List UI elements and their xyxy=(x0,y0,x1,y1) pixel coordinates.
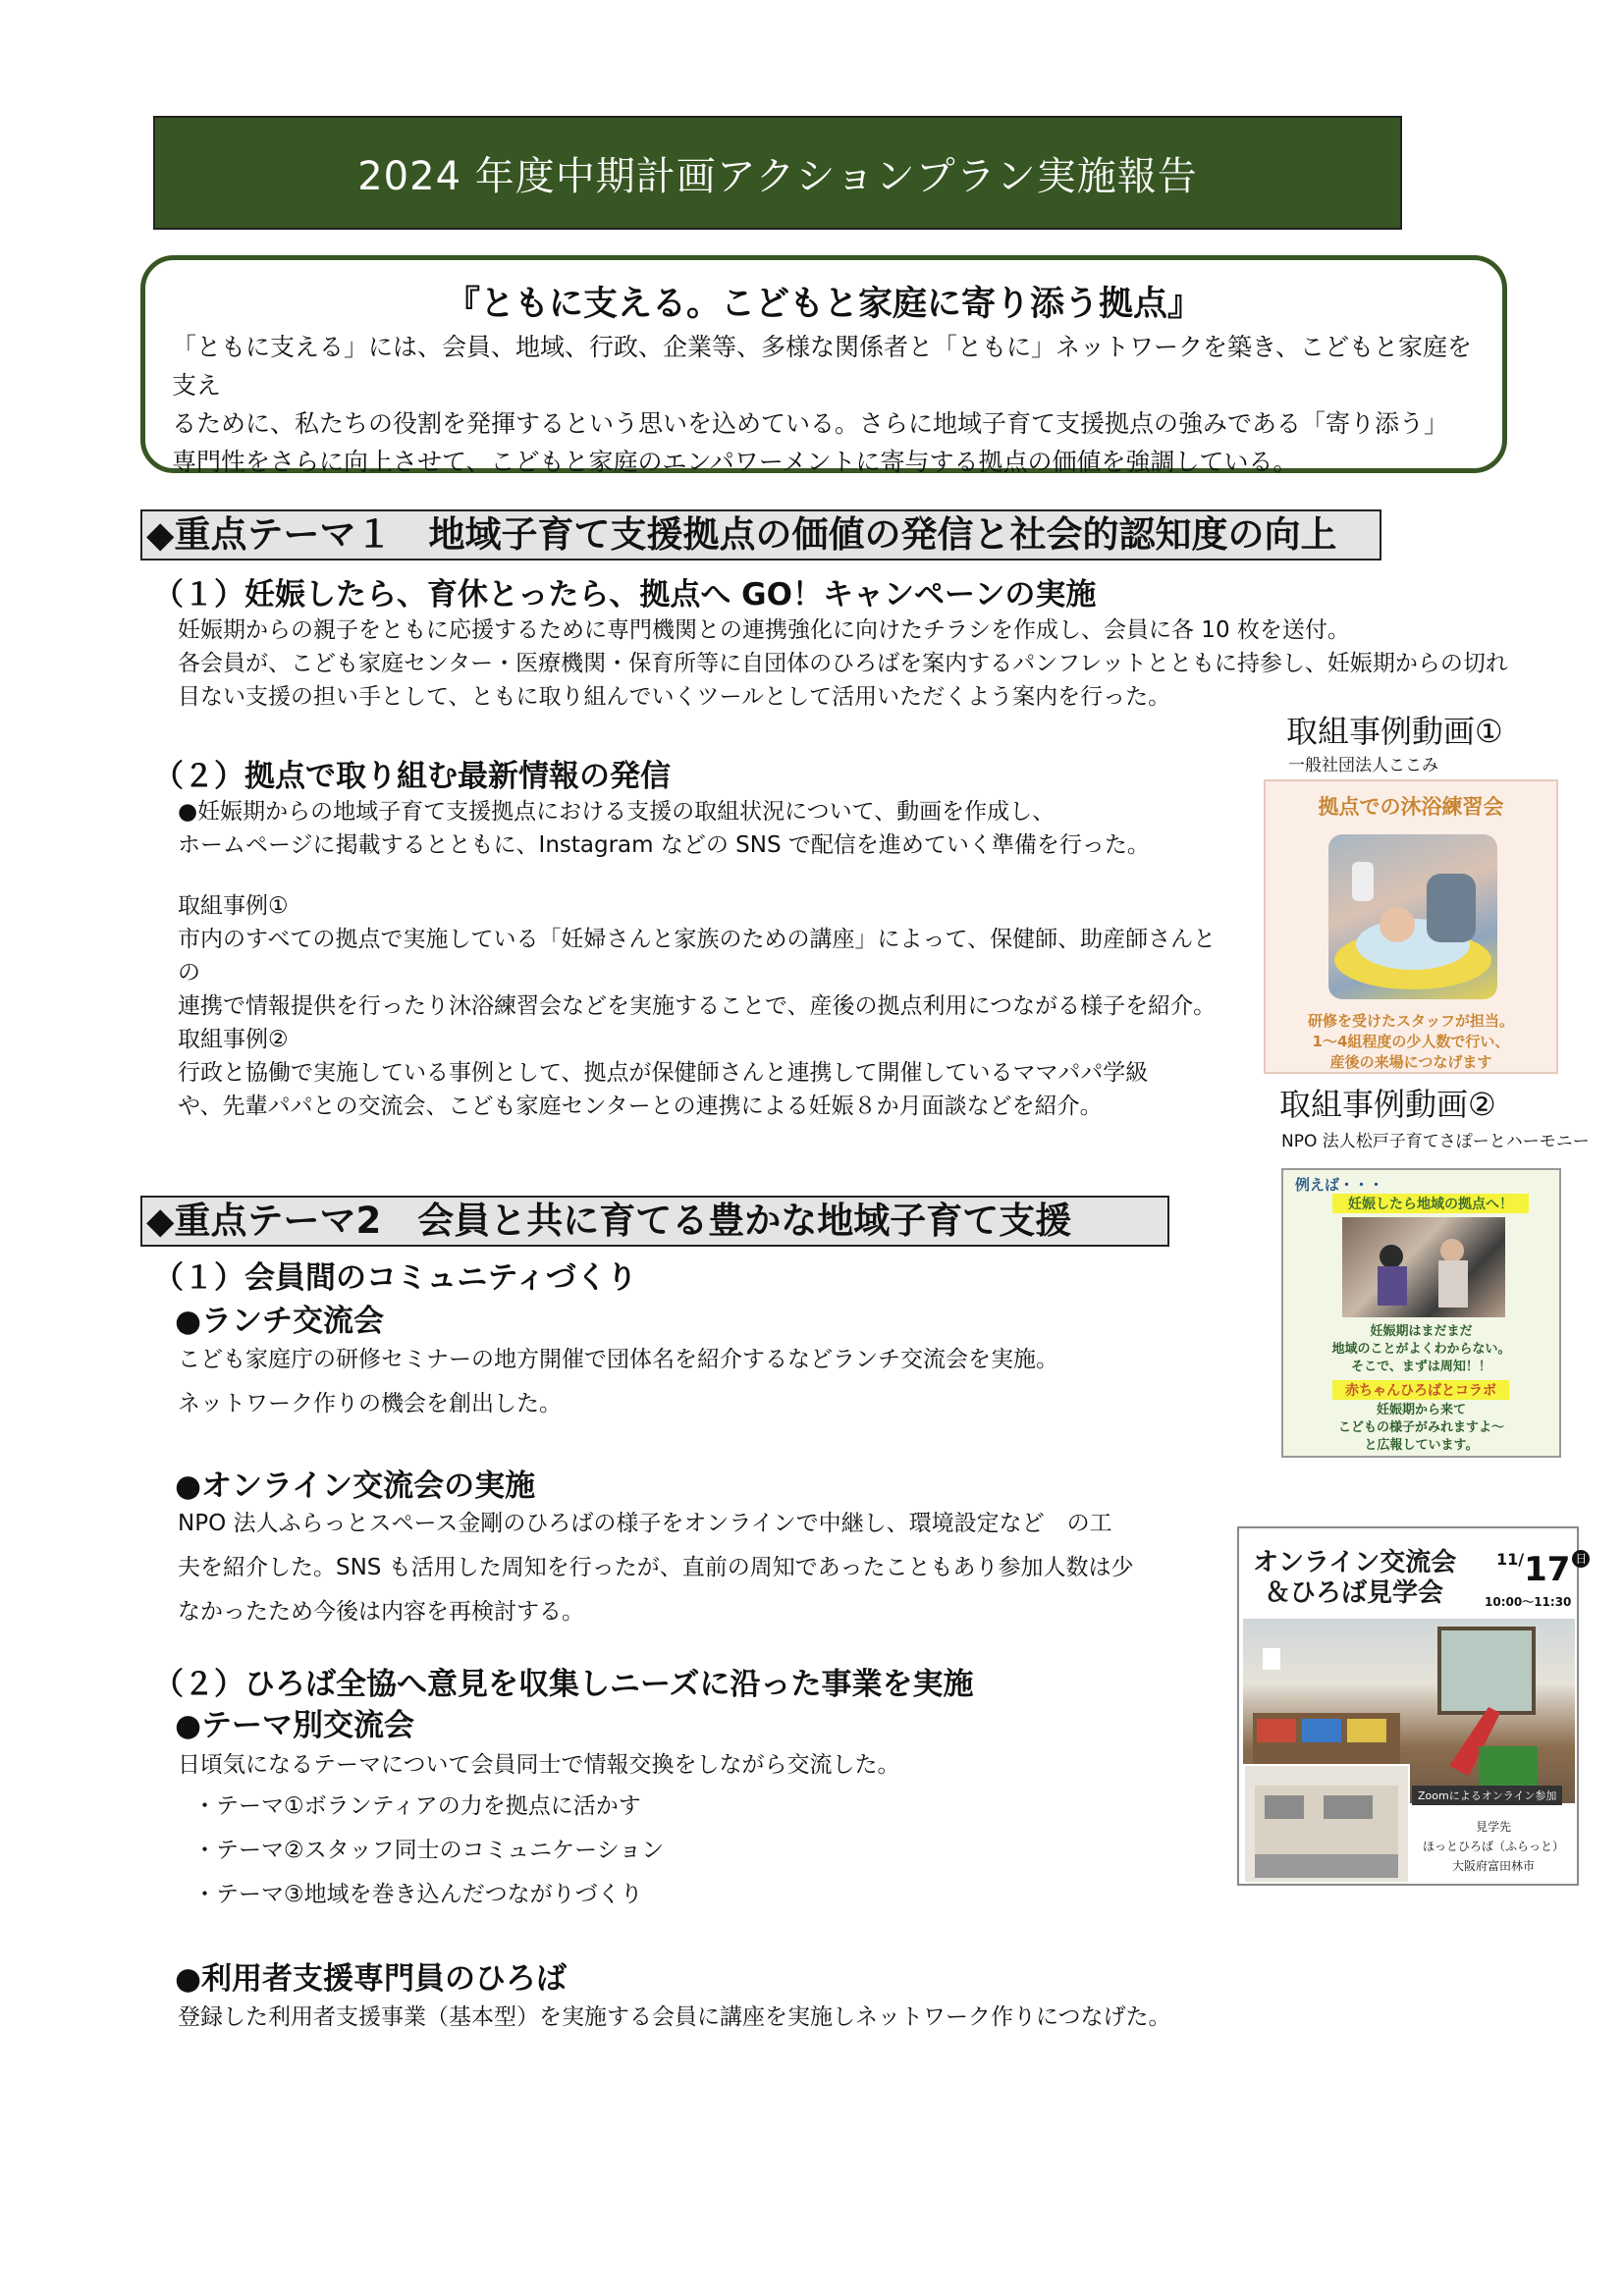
text-line: 目ない支援の担い手として、ともに取り組んでいくツールとして活用いただくよう案内を行った。 xyxy=(178,684,1171,710)
visit-line: 大阪府富田林市 xyxy=(1451,1859,1535,1873)
text-line: 連携で情報提供を行ったり沐浴練習会などを実施することで、産後の拠点利用につながる様子を紹介。 xyxy=(178,993,1217,1019)
thumb-line: こどもの様子がみれますよ～ xyxy=(1337,1420,1504,1435)
online-text xyxy=(178,1502,1218,1634)
flyer-title-line: ＆ひろば見学会 xyxy=(1265,1578,1444,1608)
date-day: 17 xyxy=(1524,1550,1571,1589)
visit-line: ほっとひろば（ふらっと） xyxy=(1422,1840,1564,1853)
thumb-top: 例えば・・・ xyxy=(1295,1176,1384,1194)
theme1-sub1-text xyxy=(178,614,1552,714)
meeting-photo xyxy=(1342,1217,1505,1317)
video1-thumbnail[interactable] xyxy=(1264,779,1558,1074)
text-line: 行政と協働で実施している事例として、拠点が保健師さんと連携して開催しているママパパ学級 xyxy=(178,1060,1149,1086)
video1-title: 取組事例動画① xyxy=(1286,713,1503,750)
theme1-sub1-heading: （１）妊娠したら、育休とったら、拠点へ GO！キャンペーンの実施 xyxy=(153,577,1097,613)
flyer-time: 10:00～11:30 xyxy=(1485,1595,1572,1609)
support-text: 登録した利用者支援事業（基本型）を実施する会員に講座を実施しネットワーク作りにつなげた。 xyxy=(178,2004,1171,2030)
text-line: 夫を紹介した。SNS も活用した周知を行ったが、直前の周知であったこともあり参加人数は少 xyxy=(178,1555,1134,1580)
text-line: 各会員が、こども家庭センター・医療機関・保育所等に自団体のひろばを案内するパンフレットとともに持参し、妊娠期からの切れ xyxy=(178,651,1508,676)
thumb-caption xyxy=(1266,1011,1556,1073)
intro-heading: 『ともに支える。こどもと家庭に寄り添う拠点』 xyxy=(445,285,1202,324)
flyer-title xyxy=(1253,1548,1456,1609)
caption-line: 1～4組程度の少人数で行い、 xyxy=(1312,1033,1510,1050)
thumb-line: そこで、まずは周知！！ xyxy=(1351,1360,1491,1374)
text-line: ネットワーク作りの機会を創出した。 xyxy=(178,1391,562,1416)
caption-line: 研修を受けたスタッフが担当。 xyxy=(1307,1012,1514,1030)
flyer-title-line: オンライン交流会 xyxy=(1253,1548,1457,1577)
theme1-sub2-heading: （２）拠点で取り組む最新情報の発信 xyxy=(153,759,671,794)
report-title: 2024 年度中期計画アクションプラン実施報告 xyxy=(153,116,1402,230)
intro-line: 「ともに支える」には、会員、地域、行政、企業等、多様な関係者と「ともに」ネットワークを築き、こどもと家庭を支え xyxy=(172,333,1473,400)
intro-line: るために、私たちの役割を発揮するという思いを込めている。さらに地域子育て支援拠点の強みである「寄り添う」 xyxy=(172,409,1449,438)
zoom-label: Zoomによるオンライン参加 xyxy=(1412,1786,1562,1805)
support-heading: ●利用者支援専門員のひろば xyxy=(175,1961,568,1997)
building-photo xyxy=(1243,1764,1410,1884)
online-heading: ●オンライン交流会の実施 xyxy=(175,1468,536,1504)
video2-org: NPO 法人松戸子育てさぽーとハーモニー xyxy=(1281,1132,1590,1151)
case2-label: 取組事例② xyxy=(178,1027,289,1052)
list-item: ・テーマ③地域を巻き込んだつながりづくり xyxy=(193,1882,643,1907)
text-line: 妊娠期からの親子をともに応援するために専門機関との連携強化に向けたチラシを作成し、会員に各 10 枚を送付。 xyxy=(178,617,1350,643)
intro-text xyxy=(172,328,1488,481)
thumb-lines xyxy=(1283,1323,1559,1376)
lunch-text xyxy=(178,1338,1218,1426)
intro-line: 専門性をさらに向上させて、こどもと家庭のエンパワーメントに寄与する拠点の価値を強調している。 xyxy=(172,448,1298,476)
thumb-line: 地域のことがよくわからない。 xyxy=(1331,1342,1511,1357)
photo-shapes xyxy=(1342,1217,1505,1317)
text-line: ●妊娠期からの地域子育て支援拠点における支援の取組状況について、動画を作成し、 xyxy=(178,799,1056,825)
text-line: 市内のすべての拠点で実施している「妊婦さんと家族のための講座」によって、保健師、助産師さんとの xyxy=(178,927,1217,986)
lunch-heading: ●ランチ交流会 xyxy=(175,1304,385,1339)
date-weekday: 日 xyxy=(1572,1550,1590,1568)
video1-org: 一般社団法人ここみ xyxy=(1288,756,1438,775)
theme-exchange-intro: 日頃気になるテーマについて会員同士で情報交換をしながら交流した。 xyxy=(178,1752,900,1778)
thumb-banner2: 赤ちゃんひろばとコラボ xyxy=(1332,1380,1509,1400)
caption-line: 産後の来場につなげます xyxy=(1329,1053,1492,1071)
theme1-sub2-text xyxy=(178,795,1238,862)
visit-line: 見学先 xyxy=(1475,1820,1511,1834)
online-flyer[interactable] xyxy=(1237,1526,1588,1886)
case2-block xyxy=(178,1023,1238,1123)
video2-title: 取組事例動画② xyxy=(1279,1086,1496,1123)
case1-block xyxy=(178,889,1238,1023)
flyer-date xyxy=(1496,1550,1590,1589)
list-item: ・テーマ②スタッフ同士のコミュニケーション xyxy=(193,1838,665,1863)
theme2-sub2-heading: （２）ひろば全協へ意見を収集しニーズに沿った事業を実施 xyxy=(153,1667,974,1702)
thumb-banner: 妊娠したら地域の拠点へ！ xyxy=(1332,1194,1529,1213)
thumb-lines2 xyxy=(1283,1402,1559,1455)
thumb-line: 妊娠期から来て xyxy=(1376,1403,1466,1417)
text-line: ホームページに掲載するとともに、Instagram などの SNS で配信を進めていく準備を行った。 xyxy=(178,832,1150,858)
date-month: 11/ xyxy=(1496,1550,1525,1569)
thumb-title: 拠点での沐浴練習会 xyxy=(1318,795,1504,819)
theme2-heading: ◆重点テーマ2 会員と共に育てる豊かな地域子育て支援 xyxy=(140,1196,1169,1247)
photo-shapes xyxy=(1245,1766,1408,1882)
visit-info xyxy=(1410,1817,1577,1876)
text-line: NPO 法人ふらっとスペース金剛のひろばの様子をオンラインで中継し、環境設定など の工 xyxy=(178,1511,1112,1536)
video2-thumbnail[interactable] xyxy=(1281,1168,1561,1458)
thumb-line: 妊娠期はまだまだ xyxy=(1370,1324,1473,1339)
list-item: ・テーマ①ボランティアの力を拠点に活かす xyxy=(193,1793,641,1819)
photo-shapes xyxy=(1328,834,1497,999)
case1-label: 取組事例① xyxy=(178,893,289,919)
text-line: こども家庭庁の研修セミナーの地方開催で団体名を紹介するなどランチ交流会を実施。 xyxy=(178,1347,1058,1372)
theme-exchange-heading: ●テーマ別交流会 xyxy=(175,1708,415,1743)
text-line: や、先輩パパとの交流会、こども家庭センターとの連携による妊娠８か月面談などを紹介。 xyxy=(178,1094,1103,1119)
text-line: なかったため今後は内容を再検討する。 xyxy=(178,1599,584,1625)
theme2-sub1-heading: （１）会員間のコミュニティづくり xyxy=(153,1260,637,1296)
thumb-line: と広報しています。 xyxy=(1364,1438,1479,1453)
bathing-photo xyxy=(1328,834,1497,999)
theme-exchange-list xyxy=(193,1785,1215,1917)
theme1-heading: ◆重点テーマ１ 地域子育て支援拠点の価値の発信と社会的認知度の向上 xyxy=(140,509,1381,561)
